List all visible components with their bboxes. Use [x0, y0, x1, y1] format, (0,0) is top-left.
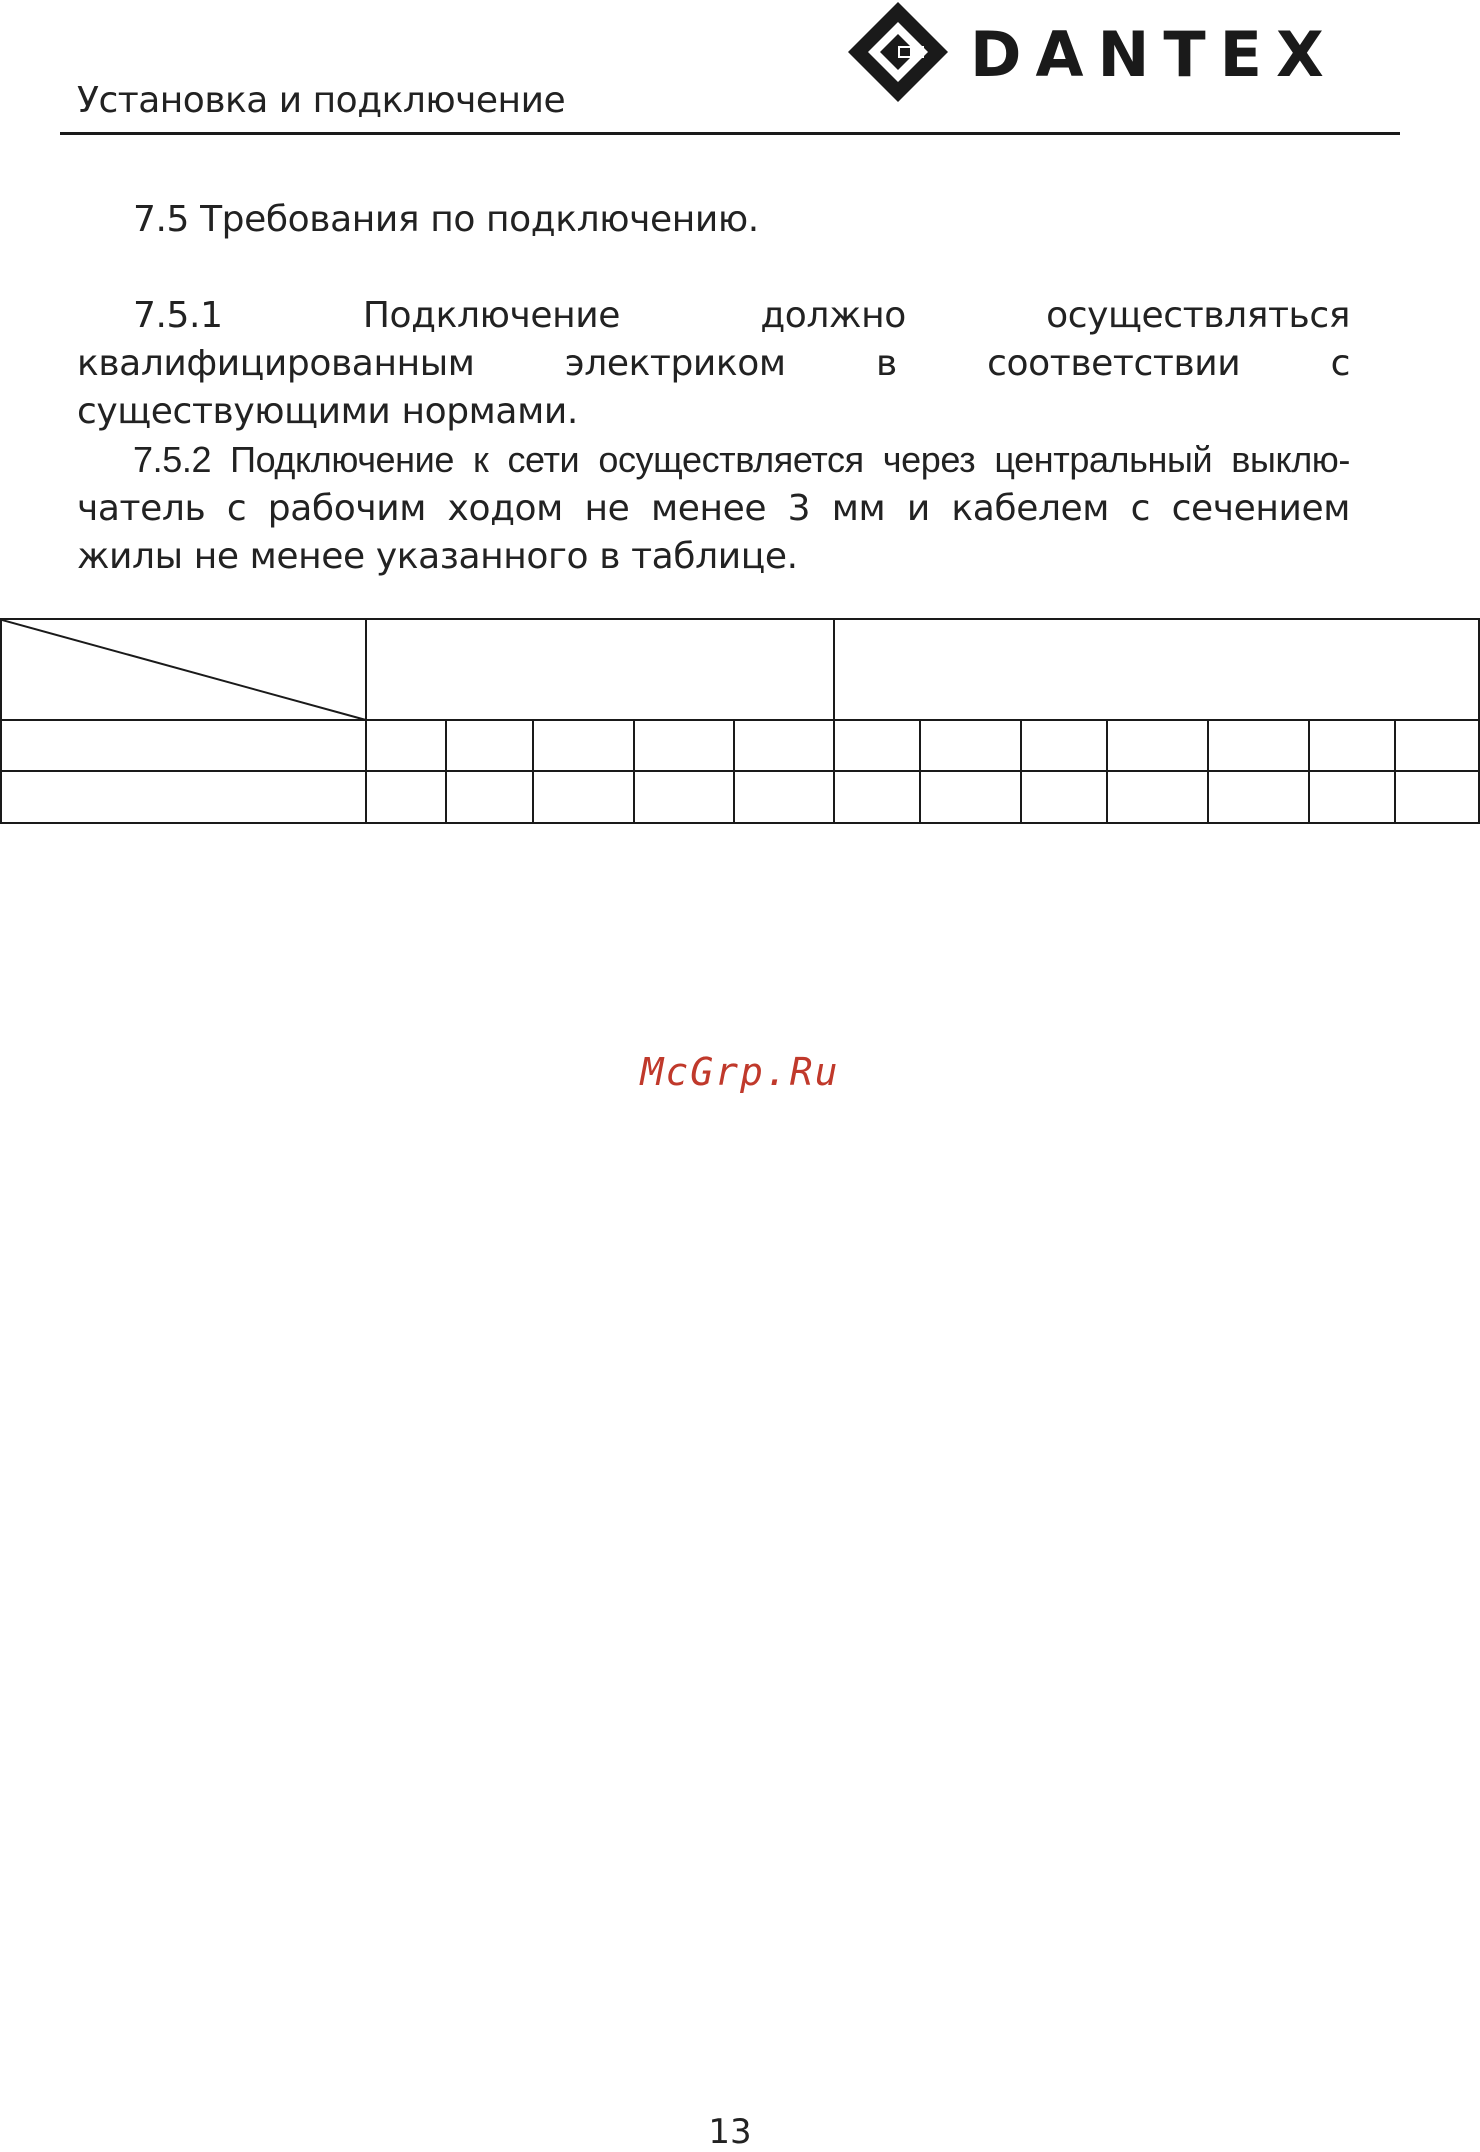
header-rule: [60, 132, 1400, 135]
section-heading: 7.5 Требования по подключению.: [133, 199, 759, 240]
page-header: [60, 0, 1400, 136]
table-col-divider: [532, 719, 534, 822]
table-col-divider: [1020, 719, 1022, 822]
table-col-divider: [919, 719, 921, 822]
dantex-wordmark: DANTEX: [970, 18, 1338, 91]
table-col-divider: [1106, 719, 1108, 822]
dantex-logo: [840, 0, 1440, 112]
page-number: 13: [708, 2112, 752, 2152]
document-body: [77, 196, 1350, 581]
dantex-emblem-icon: [848, 2, 948, 102]
watermark: McGrp.Ru: [640, 1050, 840, 1094]
table-col-divider: [833, 620, 835, 822]
table-col-divider: [633, 719, 635, 822]
table-diagonal-header: [2, 620, 367, 721]
table-row-divider: [2, 770, 1478, 772]
cable-section-table: [0, 618, 1480, 824]
table-col-divider: [733, 719, 735, 822]
table-col-divider: [445, 719, 447, 822]
table-col-divider: [1207, 719, 1209, 822]
section-title: Установка и подключение: [77, 80, 566, 121]
table-col-divider: [1394, 719, 1396, 822]
paragraph-7-5-2: 7.5.2 Подключение к сети осуществляется через центральный выклю- чатель с рабочим ходом не менее 3 мм и кабелем с сечением жилы не менее указанного в таблице.: [77, 439, 1350, 577]
table-col-divider: [1308, 719, 1310, 822]
paragraph-7-5-1: 7.5.1 Подключение должно осуществляться квалифицированным электриком в соответствии с существующими нормами.: [77, 295, 1350, 432]
